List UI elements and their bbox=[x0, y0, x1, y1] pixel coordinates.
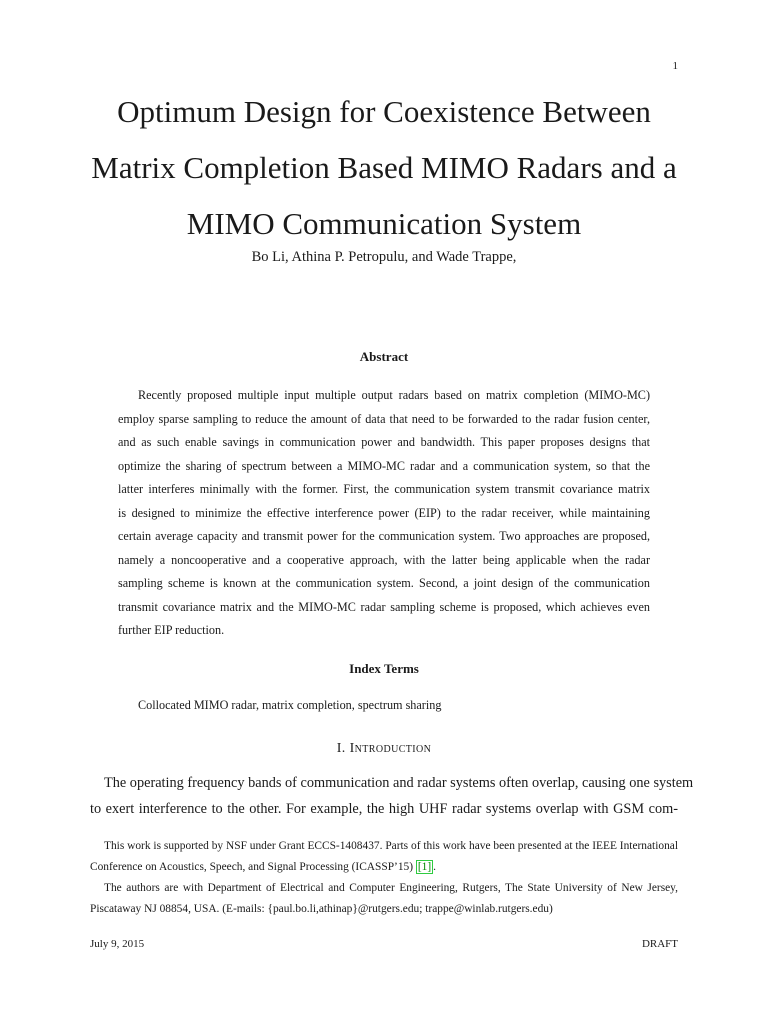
abstract-line: sampling scheme is known at the communication system. Second, a joint design of the communication bbox=[118, 576, 650, 590]
abstract-line: optimize the sharing of spectrum between a MIMO-MC radar and a communication system, so that the bbox=[118, 458, 650, 473]
abstract-line: certain average capacity and transmit power for the communication system. Two approaches are proposed, bbox=[118, 529, 650, 543]
footnote-support-line: This work is supported by NSF under Grant ECCS-1408437. Parts of this work have been presented at the IEEE International bbox=[104, 840, 678, 852]
citation-link[interactable]: [1] bbox=[417, 861, 432, 873]
section-number: I. bbox=[336, 741, 346, 756]
paper-title bbox=[0, 84, 768, 252]
footnote-text: . bbox=[433, 861, 437, 873]
page-number: 1 bbox=[672, 60, 678, 72]
title-line: Matrix Completion Based MIMO Radars and a bbox=[91, 150, 677, 185]
abstract-heading: Abstract bbox=[359, 349, 409, 364]
index-terms-heading: Index Terms bbox=[349, 661, 419, 676]
abstract-line: further EIP reduction. bbox=[118, 623, 225, 637]
abstract-line: latter interferes minimally with the former. First, the communication system transmit covariance matrix bbox=[118, 482, 650, 496]
footer-date: July 9, 2015 bbox=[90, 938, 145, 950]
intro-line: to exert interference to the other. For example, the high UHF radar systems overlap with GSM com- bbox=[90, 801, 678, 817]
intro-paragraph bbox=[90, 770, 694, 822]
index-terms-text: Collocated MIMO radar, matrix completion, spectrum sharing bbox=[138, 698, 442, 712]
footnote-affiliation-line: Piscataway NJ 08854, USA. (E-mails: {paul.bo.li,athinap}@rutgers.edu; trappe@winlab.rutgers.edu) bbox=[90, 903, 553, 915]
abstract-body bbox=[118, 384, 650, 643]
abstract-line: Recently proposed multiple input multiple output radars based on matrix completion (MIMO-MC) bbox=[138, 388, 650, 402]
footer-draft-label: DRAFT bbox=[641, 938, 678, 950]
author-list: Bo Li, Athina P. Petropulu, and Wade Trappe, bbox=[251, 249, 517, 265]
section-heading bbox=[0, 741, 768, 757]
abstract-line: transmit covariance matrix and the MIMO-MC radar sampling scheme is proposed, which achieves even bbox=[118, 599, 650, 614]
intro-line: The operating frequency bands of communication and radar systems often overlap, causing one system bbox=[104, 775, 694, 791]
abstract-line: employ sparse sampling to reduce the amount of data that need to be forwarded to the radar fusion center, bbox=[118, 411, 650, 426]
footnote-text: Conference on Acoustics, Speech, and Signal Processing (ICASSP’15) bbox=[90, 861, 416, 873]
section-title: Introduction bbox=[349, 741, 432, 756]
footnote-support-line bbox=[90, 857, 678, 878]
footnote-affiliation-line: The authors are with Department of Electrical and Computer Engineering, Rutgers, The State University of New Jersey, bbox=[104, 882, 678, 894]
title-line: MIMO Communication System bbox=[186, 206, 582, 241]
footnotes bbox=[90, 836, 678, 920]
abstract-line: namely a noncooperative and a cooperative approach, with the latter being applicable when the radar bbox=[118, 552, 650, 567]
title-line: Optimum Design for Coexistence Between bbox=[117, 94, 651, 129]
abstract-line: is designed to minimize the effective interference power (EIP) to the radar receiver, while maintaining bbox=[118, 505, 650, 520]
abstract-line: and as such enable savings in communication power and bandwidth. This paper proposes designs that bbox=[118, 435, 650, 449]
